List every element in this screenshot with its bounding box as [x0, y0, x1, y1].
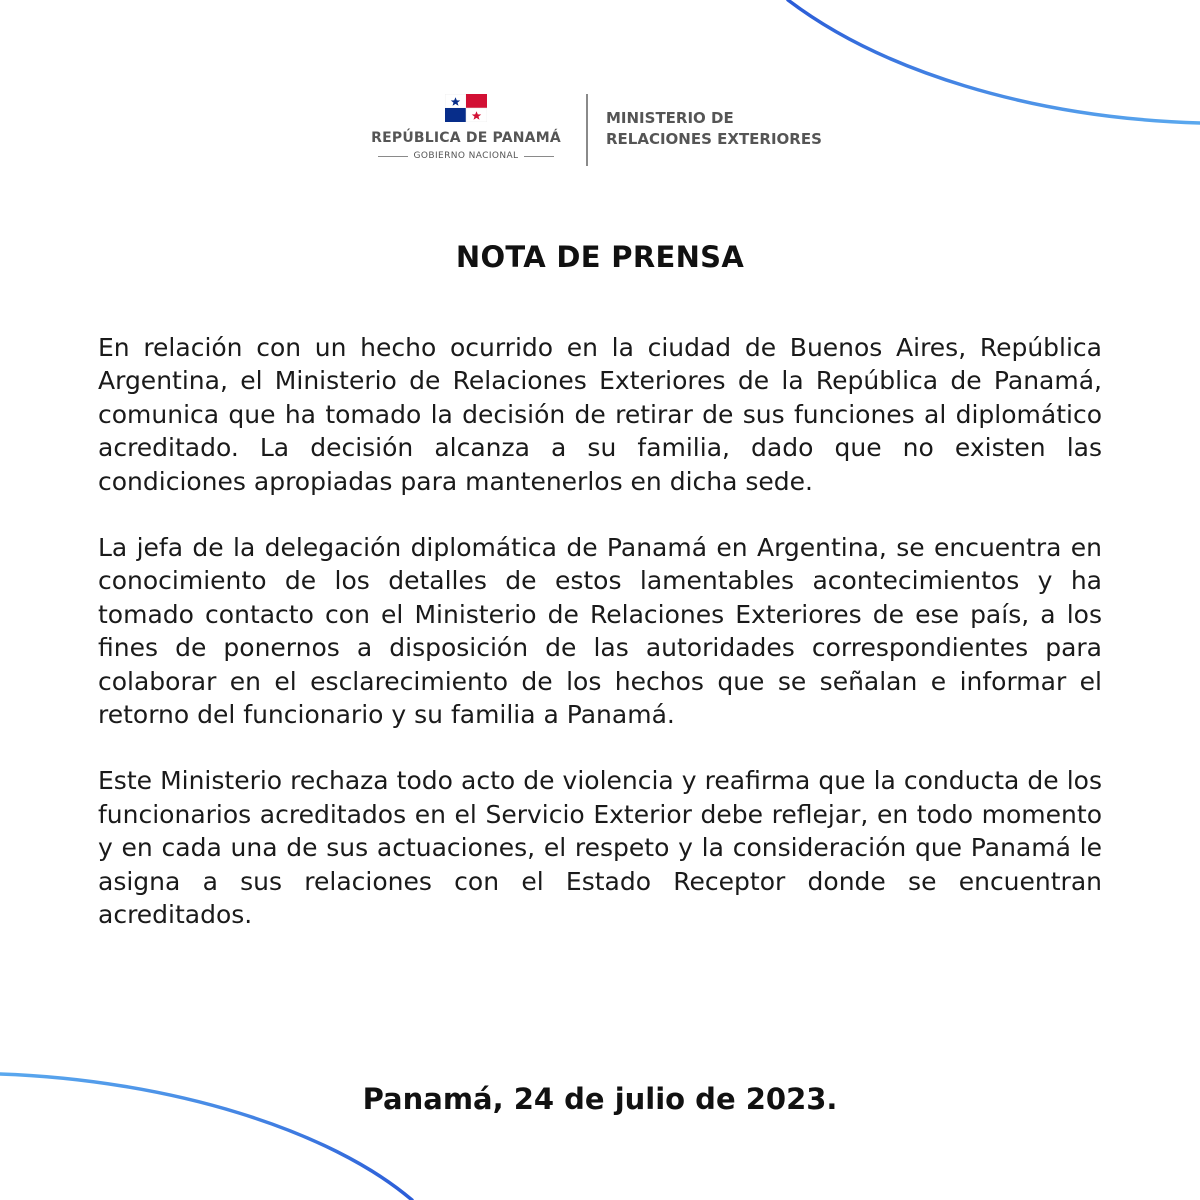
paragraph-3: Este Ministerio rechaza todo acto de violencia y reafirma que la conducta de los funcionarios acreditados en el Servicio Exterior debe reflejar, en todo momento y en cada una de sus actuaciones, el respeto y la consideración que Panamá le asigna a sus relaciones con el Estado Receptor donde se encuentran acreditados. — [98, 766, 1102, 930]
government-subtitle-row — [350, 151, 582, 161]
date-line: Panamá, 24 de julio de 2023. — [362, 1082, 838, 1116]
panama-flag-icon — [445, 94, 487, 122]
government-name: REPÚBLICA DE PANAMÁ — [371, 130, 561, 146]
subtitle-rule-left — [378, 156, 408, 157]
ministry-name-line-1: MINISTERIO DE — [606, 109, 734, 127]
paragraph-2: La jefa de la delegación diplomática de Panamá en Argentina, se encuentra en conocimiento de los detalles de estos lamentables acontecimientos y ha tomado contacto con el Ministerio de Relaciones Exteriores de ese país, a los fines de ponernos a disposición de las autoridades correspondientes para colaborar en el esclarecimiento de los hechos que se señalan e informar el retorno del funcionario y su familia a Panamá. — [98, 533, 1102, 730]
ministry-name-line-2: RELACIONES EXTERIORES — [606, 130, 822, 148]
document-title: NOTA DE PRENSA — [455, 240, 745, 274]
paragraph-1: En relación con un hecho ocurrido en la ciudad de Buenos Aires, República Argentina, el Ministerio de Relaciones Exteriores de la República de Panamá, comunica que ha tomado la decisión de retirar de sus funciones al diplomático acreditado. La decisión alcanza a su familia, dado que no existen las condiciones apropiadas para mantenerlos en dicha sede. — [98, 333, 1102, 496]
government-subtitle: GOBIERNO NACIONAL — [413, 151, 519, 161]
letterhead-divider — [586, 94, 588, 166]
ministry-name — [606, 108, 822, 150]
press-release-body — [98, 331, 1102, 932]
letterhead — [0, 88, 1200, 178]
subtitle-rule-right — [524, 156, 554, 157]
